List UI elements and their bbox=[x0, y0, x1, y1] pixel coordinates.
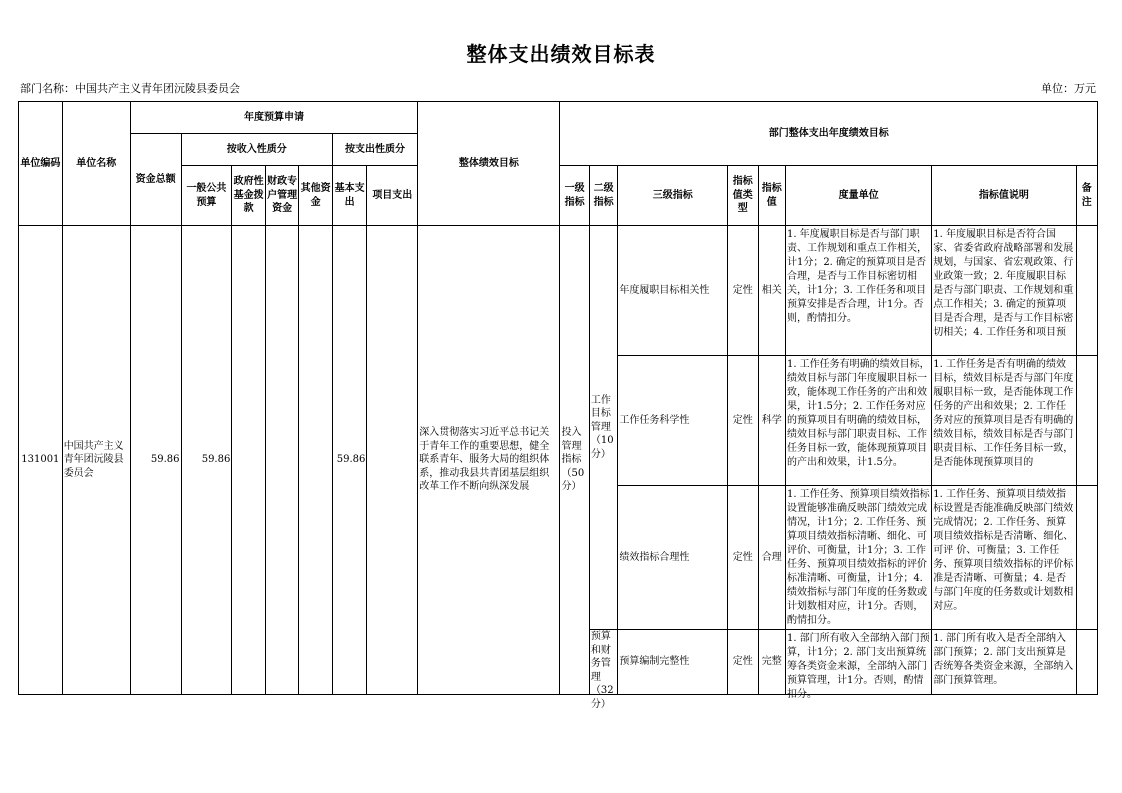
value-type-cell: 定性 bbox=[728, 630, 758, 695]
measure-text: 1. 工作任务、预算项目绩效指标设置能够准确反映部门绩效完成情况，计1分；2. 工作任务、预算项目绩效指标清晰、细化、可评价、可衡量，计1分；3. 工作任务、预算项目绩效指标的评价标准清晰、可衡量，计1分；4. 绩效指标与部门年度的任务数或计划数相对应，计1分。否则，酌情扣分。 bbox=[786, 488, 930, 626]
remark-cell bbox=[1076, 630, 1097, 695]
special-fund-cell bbox=[265, 226, 299, 695]
overall-goal-cell: 深入贯彻落实习近平总书记关于青年工作的重要思想，健全联系青年、服务大局的组织体系，推动我县共青团基层组织改革工作不断向纵深发展 bbox=[418, 226, 560, 695]
level3-cell: 绩效指标合理性 bbox=[618, 486, 728, 630]
remark-cell bbox=[1076, 356, 1097, 486]
page-title: 整体支出绩效目标表 bbox=[466, 42, 656, 66]
header-annual-budget: 年度预算申请 bbox=[130, 102, 417, 134]
measure-unit-cell bbox=[785, 226, 931, 356]
value-desc-cell bbox=[932, 356, 1076, 486]
value-type-cell: 定性 bbox=[728, 226, 758, 356]
remark-cell bbox=[1076, 226, 1097, 356]
header-project-expense: 项目支出 bbox=[367, 166, 418, 226]
header-special-fund: 财政专户管理资金 bbox=[265, 166, 299, 226]
measure-text: 1. 年度履职目标是否与部门职责、工作规划和重点工作相关，计1分；2. 确定的预算项目是否合理，是否与工作目标密切相关，计1分；3. 工作任务和项目预算安排是否合理，计1分。否则，酌情扣分。 bbox=[786, 228, 927, 324]
value-cell: 科学 bbox=[758, 356, 785, 486]
header-level2: 二级指标 bbox=[589, 166, 617, 226]
value-desc-cell bbox=[932, 226, 1076, 356]
level3-cell: 预算编制完整性 bbox=[618, 630, 728, 695]
value-cell: 合理 bbox=[758, 486, 785, 630]
header-overall-goal: 整体绩效目标 bbox=[418, 102, 560, 226]
unit-label: 单位：万元 bbox=[1041, 82, 1096, 95]
value-desc-cell bbox=[932, 486, 1076, 630]
header-unit-name: 单位名称 bbox=[62, 102, 130, 226]
measure-text: 1. 工作任务有明确的绩效目标，绩效目标与部门年度履职目标一致，能体现工作任务的产出和效果，计1.5分；2. 工作任务对应的预算项目有明确的绩效目标，绩效目标与部门职责目标、工作任务目标一致，能体现预算项目的产出和效果，计1.5分。 bbox=[786, 358, 930, 468]
header-measure-unit: 度量单位 bbox=[785, 166, 931, 226]
desc-text: 1. 年度履职目标是否符合国家、省委省政府战略部署和发展规划，与国家、省宏观政策、行业政策一致；2. 年度履职目标是否与部门职责、工作规划和重点工作相关；3. 确定的预算项目是否合理，是否与工作目标密切相关；4. 工作任务和项目预 bbox=[933, 228, 1074, 338]
header-value-desc: 指标值说明 bbox=[932, 166, 1076, 226]
project-expense-cell bbox=[367, 226, 418, 695]
measure-unit-cell bbox=[785, 630, 931, 700]
header-level3: 三级指标 bbox=[618, 166, 728, 226]
header-basic-expense: 基本支出 bbox=[332, 166, 367, 226]
value-desc-cell bbox=[932, 630, 1076, 695]
table-row bbox=[19, 226, 1098, 356]
level3-cell: 工作任务科学性 bbox=[618, 356, 728, 486]
measure-unit-cell bbox=[785, 356, 931, 486]
desc-text: 1. 工作任务是否有明确的绩效目标，绩效目标是否与部门年度履职目标一致，是否能体现工作任务的产出和效果；2. 工作任务对应的预算项目是否有明确的绩效目标，绩效目标是否与部门职责目标、工作任务目标一致，是否能体现预算项目的 bbox=[933, 358, 1074, 468]
measure-text: 1. 部门所有收入全部纳入部门预算，计1分；2. 部门支出预算统筹各类资金来源，全部纳入部门预算管理，计1分。否则，酌情扣分。 bbox=[786, 632, 930, 700]
measure-unit-cell bbox=[785, 486, 931, 630]
header-value-type: 指标值类型 bbox=[728, 166, 758, 226]
desc-text: 1. 工作任务、预算项目绩效指标设置是否能准确反映部门绩效完成情况；2. 工作任务、预算项目绩效指标是否清晰、细化、可评 价、可衡量；3. 工作任务、预算项目绩效指标的评价标准是否清晰、可衡量；4. 是否与部门年度的任务数或计划数相对应。 bbox=[933, 488, 1074, 612]
other-fund-cell bbox=[299, 226, 333, 695]
level2-text: 预算和财务管理（32分） bbox=[590, 631, 614, 710]
value-cell: 完整 bbox=[758, 630, 785, 695]
unit-code-cell: 131001 bbox=[19, 226, 63, 695]
header-other-fund: 其他资金 bbox=[299, 166, 333, 226]
department-name: 部门名称：中国共产主义青年团沅陵县委员会 bbox=[20, 82, 240, 95]
header-unit-code: 单位编码 bbox=[19, 102, 63, 226]
header-value: 指标值 bbox=[758, 166, 785, 226]
gov-fund-cell bbox=[232, 226, 266, 695]
level1-cell: 投入管理指标（50分） bbox=[560, 226, 589, 695]
header-by-income: 按收入性质分 bbox=[181, 134, 332, 166]
value-type-cell: 定性 bbox=[728, 486, 758, 630]
value-cell: 相关 bbox=[758, 226, 785, 356]
level3-cell: 年度履职目标相关性 bbox=[618, 226, 728, 356]
unit-name-cell: 中国共产主义青年团沅陵县委员会 bbox=[62, 226, 130, 695]
desc-text: 1. 部门所有收入是否全部纳入部门预算；2. 部门支出预算是否统筹各类资金来源，全部纳入部门预算管理。 bbox=[933, 632, 1074, 686]
remark-cell bbox=[1076, 486, 1097, 630]
performance-table bbox=[18, 101, 1098, 710]
header-by-expense: 按支出性质分 bbox=[332, 134, 417, 166]
value-type-cell: 定性 bbox=[728, 356, 758, 486]
basic-expense-cell: 59.86 bbox=[332, 226, 367, 695]
header-level1: 一级指标 bbox=[560, 166, 589, 226]
fund-total-cell: 59.86 bbox=[130, 226, 181, 695]
header-fund-total: 资金总额 bbox=[130, 134, 181, 226]
level2-cell bbox=[589, 630, 617, 710]
header-gov-fund: 政府性基金拨款 bbox=[232, 166, 266, 226]
header-remark: 备注 bbox=[1076, 166, 1097, 226]
header-dept-annual-goal: 部门整体支出年度绩效目标 bbox=[560, 102, 1098, 166]
level2-cell: 工作目标管理（10分） bbox=[589, 226, 617, 630]
general-budget-cell: 59.86 bbox=[181, 226, 232, 695]
header-general-budget: 一般公共预算 bbox=[181, 166, 232, 226]
